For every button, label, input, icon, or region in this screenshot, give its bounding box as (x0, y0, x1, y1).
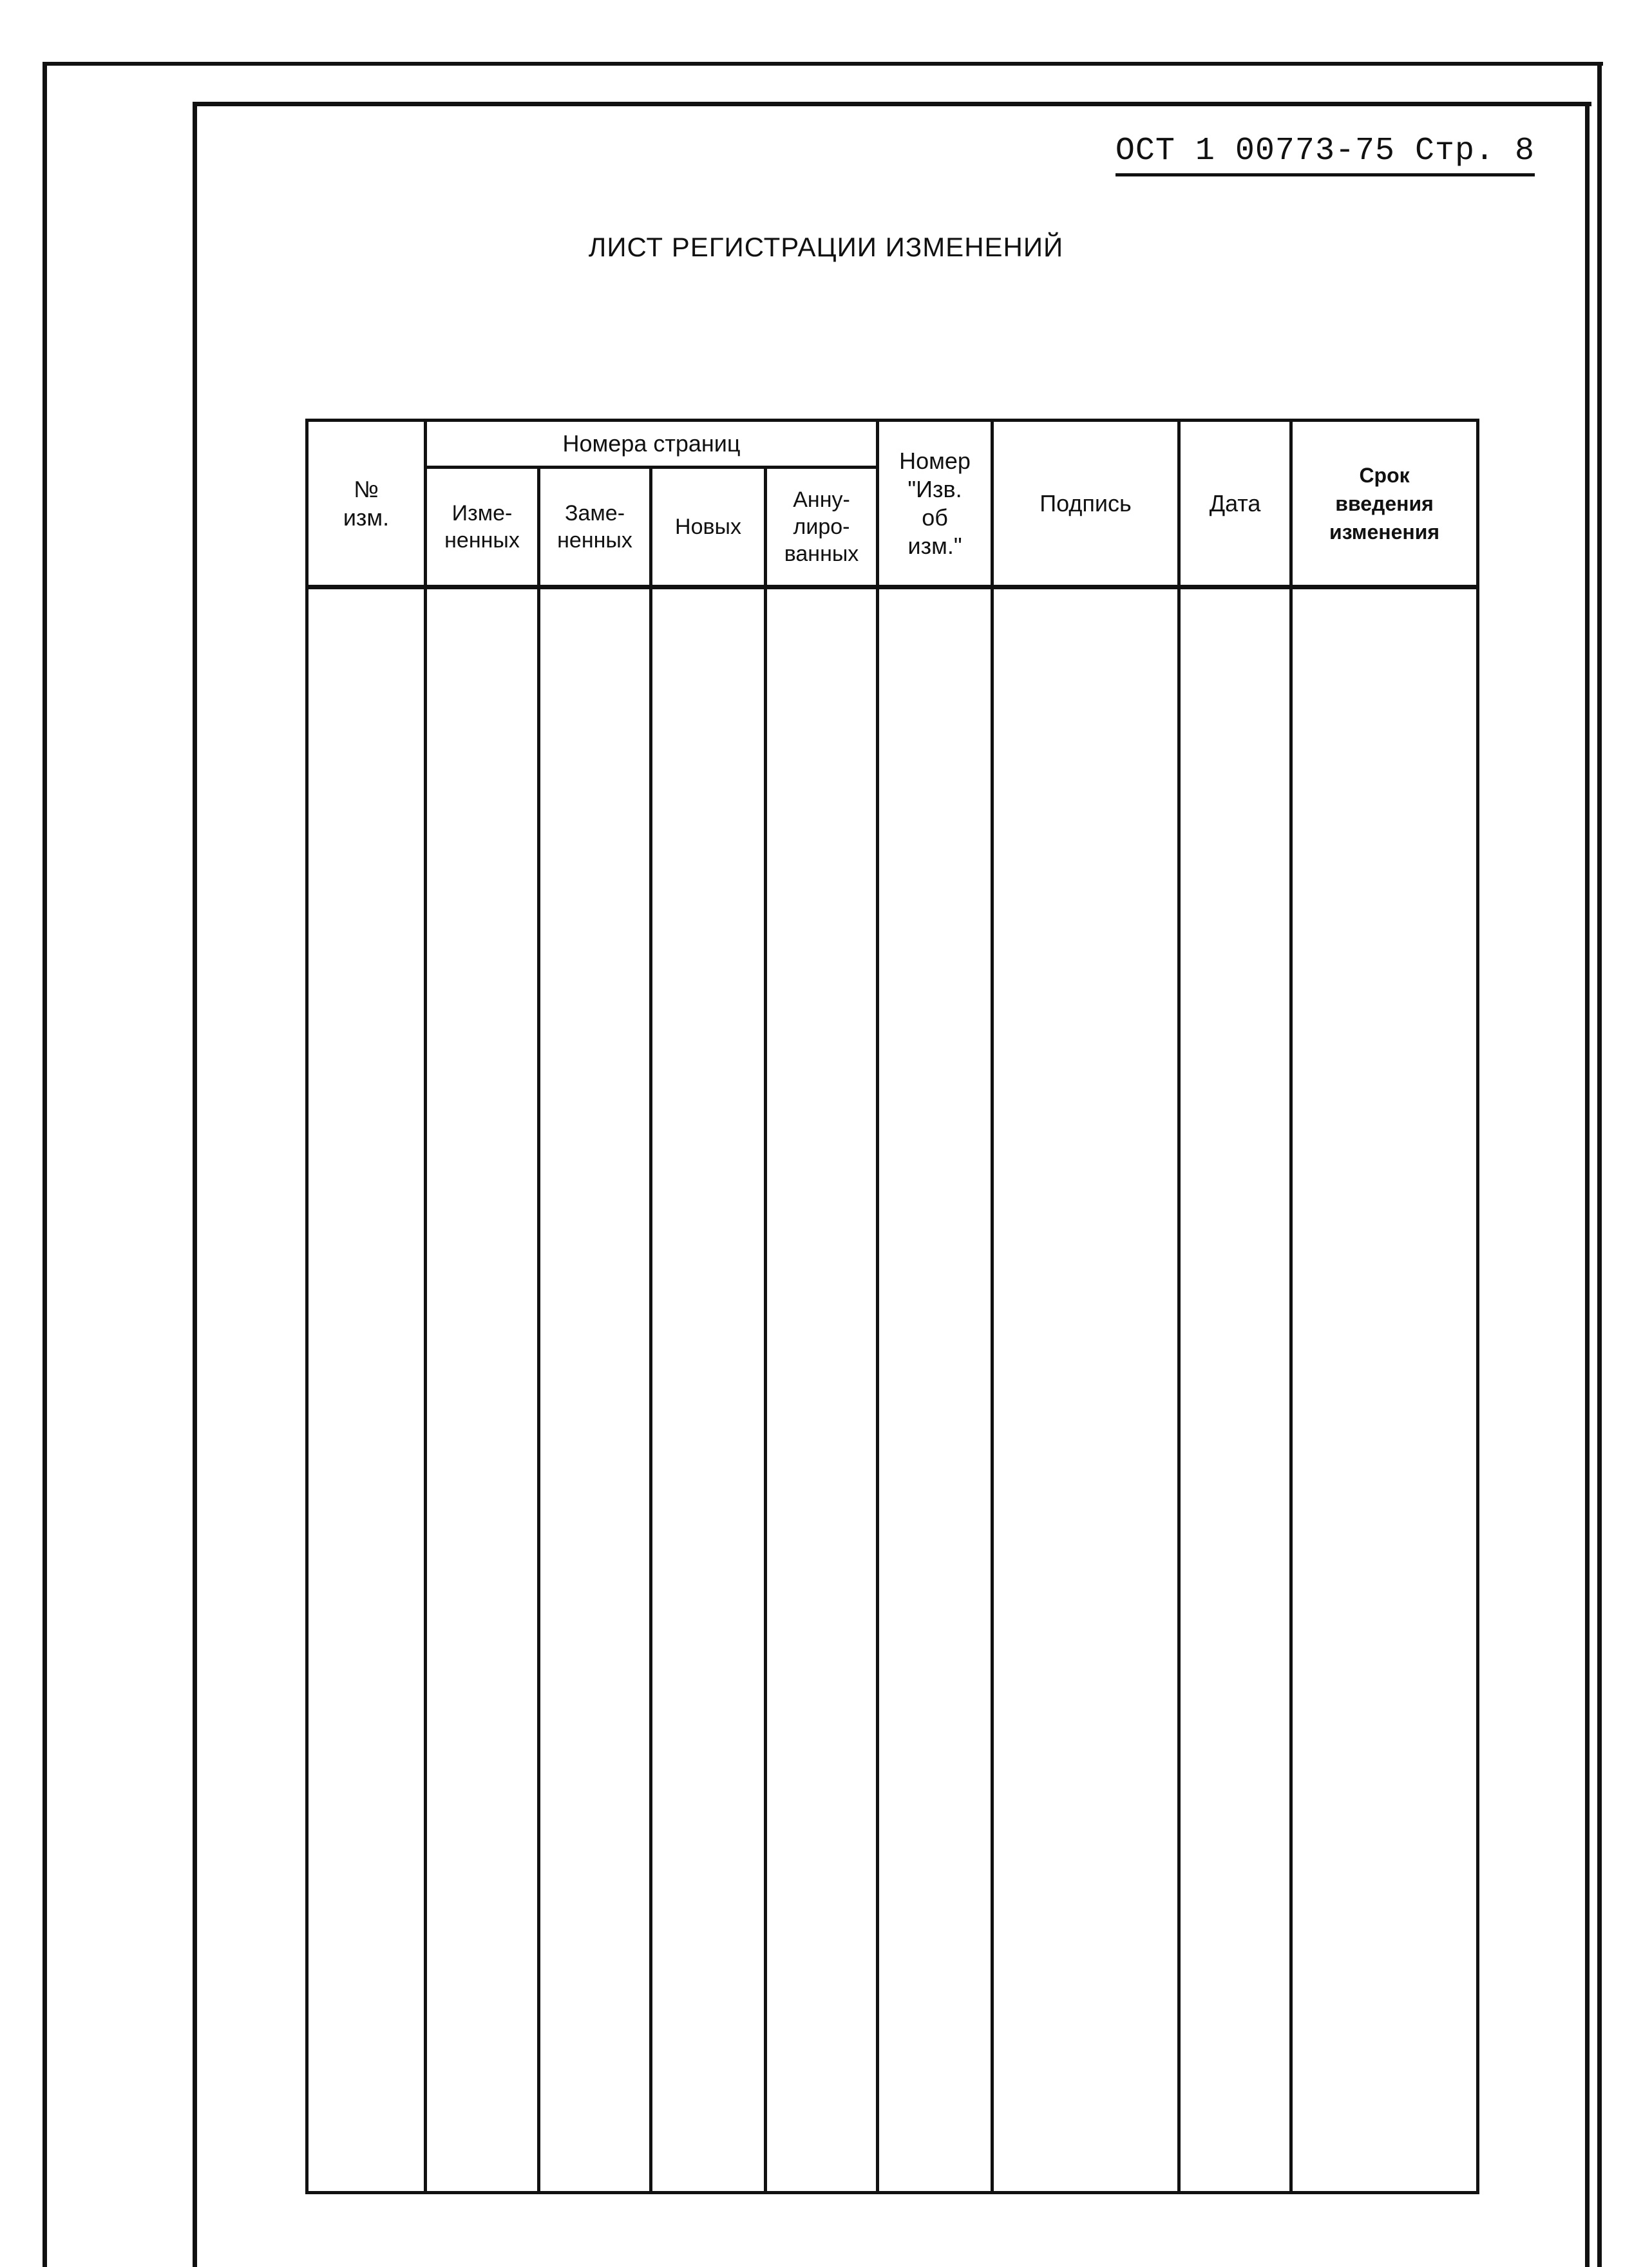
col-header-signature: Подпись (992, 421, 1179, 587)
col-group-page-numbers: Номера страниц (426, 421, 878, 468)
inner-frame-left (193, 102, 197, 2267)
col-header-notice-number: Номер "Изв. об изм." (878, 421, 992, 587)
table-cell-changed-pages[interactable] (426, 587, 539, 2193)
table-cell-new-pages[interactable] (651, 587, 766, 2193)
outer-frame-top (43, 62, 1603, 66)
table-cell-annulled-pages[interactable] (766, 587, 878, 2193)
col-header-deadline: Срок введения изменения (1291, 421, 1478, 587)
outer-frame-right (1597, 62, 1602, 2267)
document-code: ОСТ 1 00773-75 Стр. 8 (1116, 133, 1535, 176)
col-header-date: Дата (1179, 421, 1291, 587)
col-header-change-number: № изм. (307, 421, 426, 587)
table-cell-date[interactable] (1179, 587, 1291, 2193)
table-cell-notice-number[interactable] (878, 587, 992, 2193)
table-cell-deadline[interactable] (1291, 587, 1478, 2193)
inner-frame-right (1585, 102, 1590, 2267)
page-title: ЛИСТ РЕГИСТРАЦИИ ИЗМЕНЕНИЙ (588, 232, 1064, 262)
col-header-annulled-pages: Анну- лиро- ванных (766, 468, 878, 587)
col-header-changed-pages: Изме- ненных (426, 468, 539, 587)
table-cell-change-number[interactable] (307, 587, 426, 2193)
table-cell-signature[interactable] (992, 587, 1179, 2193)
table-row (307, 587, 1478, 2193)
col-header-new-pages: Новых (651, 468, 766, 587)
table-cell-replaced-pages[interactable] (539, 587, 651, 2193)
col-header-replaced-pages: Заме- ненных (539, 468, 651, 587)
change-registration-table (305, 419, 1479, 2194)
inner-frame-top (193, 102, 1591, 106)
outer-frame-left (43, 62, 47, 2267)
